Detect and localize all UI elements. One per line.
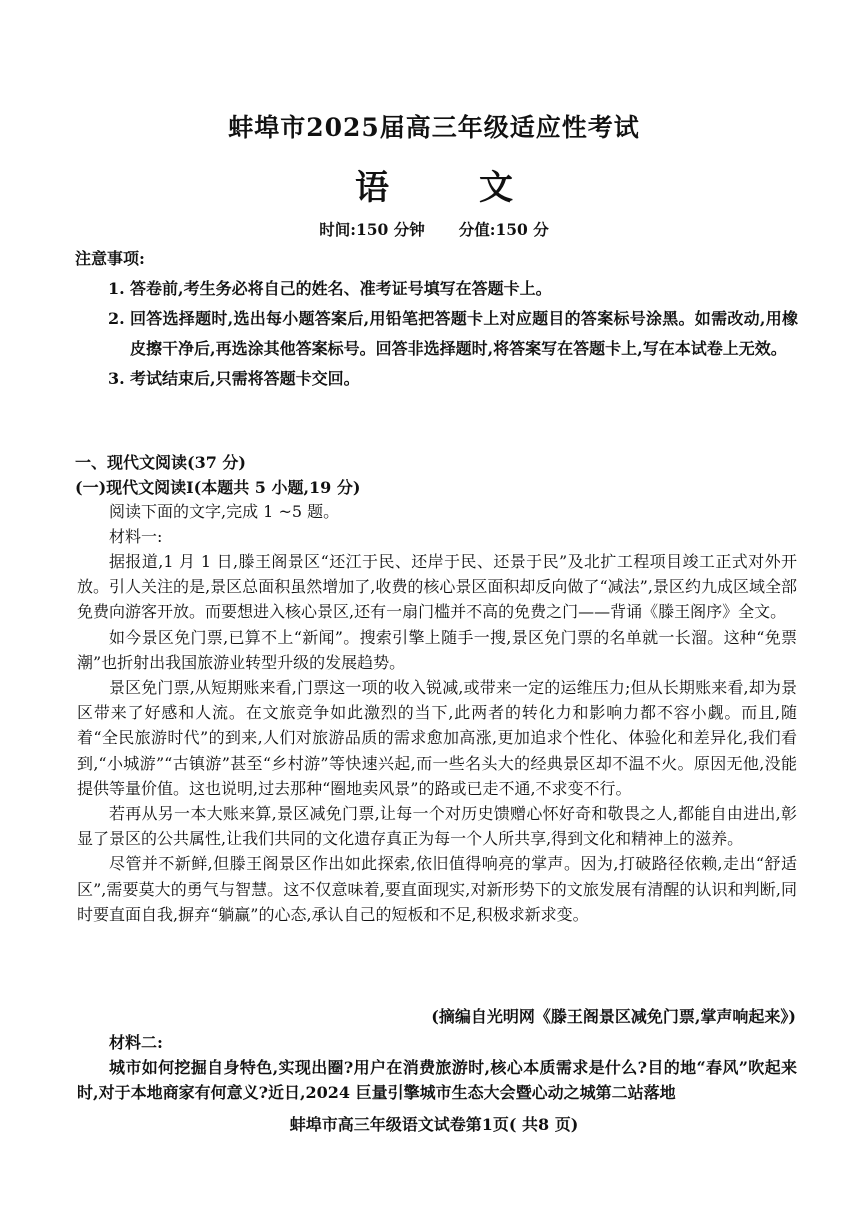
exam-score: 分值:150 分 [458,220,549,239]
material-1-label: 材料一: [109,527,163,546]
material-1-body [77,549,797,927]
paragraph: 尽管并不新鲜,但滕王阁景区作出如此探索,依旧值得响亮的掌声。因为,打破路径依赖,走出“舒适区”,需要莫大的勇气与智慧。这不仅意味着,要直面现实,对新形势下的文旅发展有清醒的认识和判断,同时要直面自我,摒弃“躺赢”的心态,承认自己的短板和不足,积极求新求变。 [77,854,797,924]
subject-heading [0,160,868,209]
note-text: 答卷前,考生务必将自己的姓名、准考证号填写在答题卡上。 [130,279,552,298]
note-text: 回答选择题时,选出每小题答案后,用铅笔把答题卡上对应题目的答案标号涂黑。如需改动,用橡皮擦干净后,再选涂其他答案标号。回答非选择题时,将答案写在答题卡上,写在本试卷上无效。 [130,309,798,358]
exam-title: 蚌埠市2025届高三年级适应性考试 [228,113,640,142]
exam-meta [0,218,868,240]
note-number: 1. [108,279,125,298]
paragraph: 如今景区免门票,已算不上“新闻”。搜索引擎上随手一搜,景区免门票的名单就一长溜。这种“免票潮”也折射出我国旅游业转型升级的发展趋势。 [77,627,797,672]
paragraph: 城市如何挖掘自身特色,实现出圈?用户在消费旅游时,核心本质需求是什么?目的地“春风”吹起来时,对于本地商家有何意义?近日,2024 巨量引擎城市生态大会暨心动之城第二站落地 [77,1058,797,1103]
note-text: 考试结束后,只需将答题卡交回。 [130,369,360,388]
note-item [108,304,798,364]
page-footer: 蚌埠市高三年级语文试卷第1页( 共8 页) [289,1115,579,1134]
paragraph: 景区免门票,从短期账来看,门票这一项的收入锐减,或带来一定的运维压力;但从长期账来看,却为景区带来了好感和人流。在文旅竞争如此激烈的当下,此两者的转化力和影响力都不容小觑。而且,随着“全民旅游时代”的到来,人们对旅游品质的需求愈加高涨,更加追求个性化、体验化和差异化,我们看到,“小城游”“古镇游”甚至“乡村游”等快速兴起,而一些名头大的经典景区却不温不火。原因无他,没能提供等量价值。这也说明,过去那种“圈地卖风景”的路或已走不通,不求变不行。 [77,678,797,798]
section-heading: 一、现代文阅读(37 分) [75,453,246,472]
note-item [108,274,798,304]
notes-list [108,274,798,394]
material-1-source: (摘编自光明网《滕王阁景区减免门票,掌声响起来》) [431,1007,796,1026]
reading-instruction: 阅读下面的文字,完成 1 ~5 题。 [109,502,340,521]
material-2-label: 材料二: [109,1033,163,1052]
subject-char-1: 语 [355,168,389,208]
subject-char-2: 文 [479,168,513,208]
note-number: 2. [108,309,125,328]
paragraph: 若再从另一本大账来算,景区减免门票,让每一个对历史馈赠心怀好奇和敬畏之人,都能自由进出,彰显了景区的公共属性,让我们共同的文化遗存真正为每一个人所共享,得到文化和精神上的滋养。 [77,804,797,849]
notes-heading: 注意事项: [75,249,145,268]
note-number: 3. [108,369,125,388]
note-item [108,364,798,394]
material-2-body [77,1055,797,1105]
exam-time: 时间:150 分钟 [319,220,425,239]
subsection-heading: (一)现代文阅读Ⅰ(本题共 5 小题,19 分) [75,478,361,497]
paragraph: 据报道,1 月 1 日,滕王阁景区“还江于民、还岸于民、还景于民”及北扩工程项目竣工正式对外开放。引人关注的是,景区总面积虽然增加了,收费的核心景区面积却反向做了“减法”,景区约九成区域全部免费向游客开放。而要想进入核心景区,还有一扇门槛并不高的免费之门——背诵《滕王阁序》全文。 [77,552,797,622]
